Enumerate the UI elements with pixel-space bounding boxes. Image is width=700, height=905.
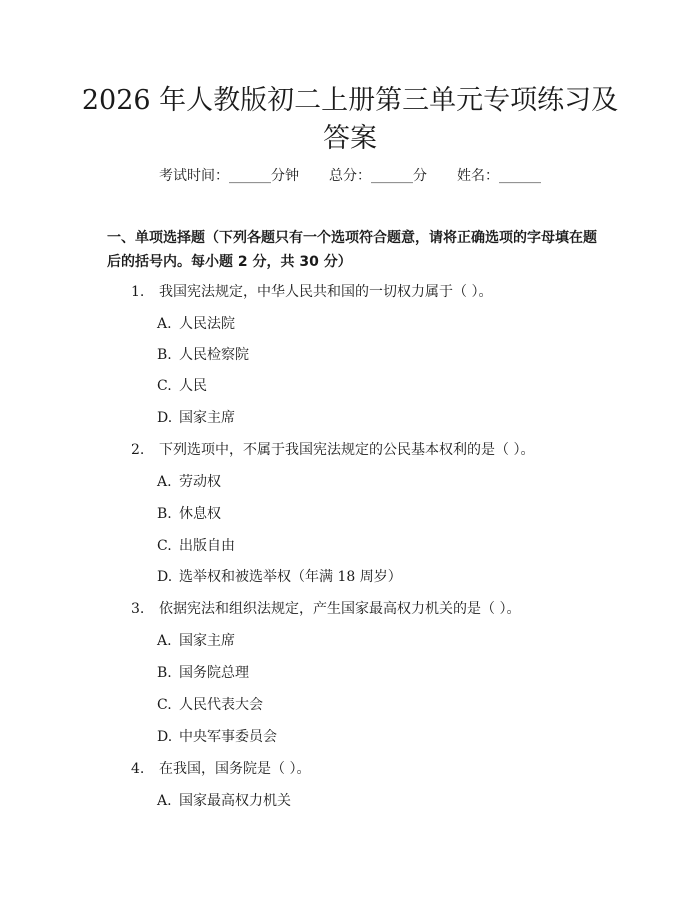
- section-heading: [107, 226, 607, 274]
- question-number: 2.: [131, 442, 145, 458]
- question-text: 我国宪法规定，中华人民共和国的一切权力属于（ ）。: [159, 284, 493, 300]
- option-letter: B.: [157, 665, 172, 681]
- option-letter: B.: [157, 347, 172, 363]
- option-3d: [157, 727, 277, 747]
- section-heading-line-2: 后的括号内。每小题 2 分，共 30 分）: [107, 254, 352, 270]
- option-letter: A.: [157, 316, 172, 332]
- exam-info: [0, 166, 700, 186]
- question-1: [131, 282, 492, 302]
- question-text: 下列选项中，不属于我国宪法规定的公民基本权利的是（ ）。: [159, 442, 535, 458]
- option-text: 出版自由: [179, 538, 235, 554]
- question-number: 1.: [131, 284, 145, 300]
- option-text: 国务院总理: [179, 665, 249, 681]
- total-score: 总分：______分: [329, 168, 427, 184]
- title-line-1: 2026 年人教版初二上册第三单元专项练习及: [81, 85, 619, 116]
- question-number: 3.: [131, 601, 145, 617]
- option-2a: [157, 472, 221, 492]
- option-3a: [157, 631, 235, 651]
- option-1d: [157, 408, 235, 428]
- section-heading-line-1: 一、单项选择题（下列各题只有一个选项符合题意，请将正确选项的字母填在题: [107, 230, 597, 246]
- option-text: 人民: [179, 378, 207, 394]
- option-1b: [157, 345, 249, 365]
- question-text: 在我国，国务院是（ ）。: [159, 761, 311, 777]
- option-letter: C.: [157, 378, 172, 394]
- question-2: [131, 440, 534, 460]
- option-letter: B.: [157, 506, 172, 522]
- title-line-2: 答案: [323, 123, 377, 154]
- option-letter: D.: [157, 410, 173, 426]
- question-3: [131, 599, 520, 619]
- question-4: [131, 759, 310, 779]
- option-3c: [157, 695, 263, 715]
- option-letter: C.: [157, 538, 172, 554]
- student-name: 姓名：______: [457, 168, 541, 184]
- option-2d: [157, 567, 402, 587]
- option-text: 休息权: [179, 506, 221, 522]
- question-number: 4.: [131, 761, 145, 777]
- option-text: 人民法院: [179, 316, 235, 332]
- option-letter: D.: [157, 569, 173, 585]
- exam-time: 考试时间：______分钟: [159, 168, 299, 184]
- option-2c: [157, 536, 235, 556]
- option-text: 中央军事委员会: [179, 729, 277, 745]
- option-text: 人民代表大会: [179, 697, 263, 713]
- option-letter: C.: [157, 697, 172, 713]
- document-title: [40, 82, 660, 158]
- option-4a: [157, 791, 291, 811]
- option-text: 劳动权: [179, 474, 221, 490]
- option-1c: [157, 376, 207, 396]
- question-text: 依据宪法和组织法规定，产生国家最高权力机关的是（ ）。: [159, 601, 521, 617]
- option-letter: A.: [157, 633, 172, 649]
- option-3b: [157, 663, 249, 683]
- option-letter: A.: [157, 474, 172, 490]
- option-1a: [157, 314, 235, 334]
- option-text: 人民检察院: [179, 347, 249, 363]
- option-text: 选举权和被选举权（年满 18 周岁）: [179, 569, 402, 585]
- option-text: 国家主席: [179, 410, 235, 426]
- option-letter: D.: [157, 729, 173, 745]
- option-letter: A.: [157, 793, 172, 809]
- option-text: 国家最高权力机关: [179, 793, 291, 809]
- option-text: 国家主席: [179, 633, 235, 649]
- option-2b: [157, 504, 221, 524]
